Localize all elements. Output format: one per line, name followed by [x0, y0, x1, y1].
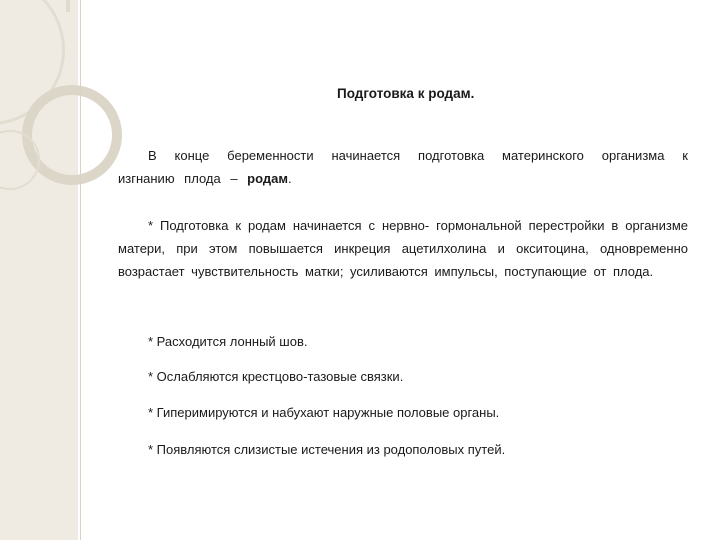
list-item: * Появляются слизистые истечения из родополовых путей. [148, 442, 506, 457]
list-item: * Гиперимируются и набухают наружные половые органы. [148, 405, 500, 420]
intro-paragraph [118, 144, 688, 190]
list-item: * Расходится лонный шов. [148, 334, 308, 349]
intro-bold-term: родам [247, 171, 288, 186]
intro-end: . [287, 171, 292, 186]
slide-title: Подготовка к родам. [337, 86, 475, 101]
preparation-paragraph: * Подготовка к родам начинается с нервно- гормональной перестройки в организме матери, при этом повышается инкреция ацетилхолина и окситоцина, одновременно возрастает чувствительность матки; усиливаются импульсы, поступающие от плода. [118, 218, 688, 279]
list-item: * Ослабляются крестцово-тазовые связки. [148, 369, 404, 384]
intro-text: В конце беременности начинается подготовка материнского организма к изгнанию плода – [118, 148, 688, 186]
